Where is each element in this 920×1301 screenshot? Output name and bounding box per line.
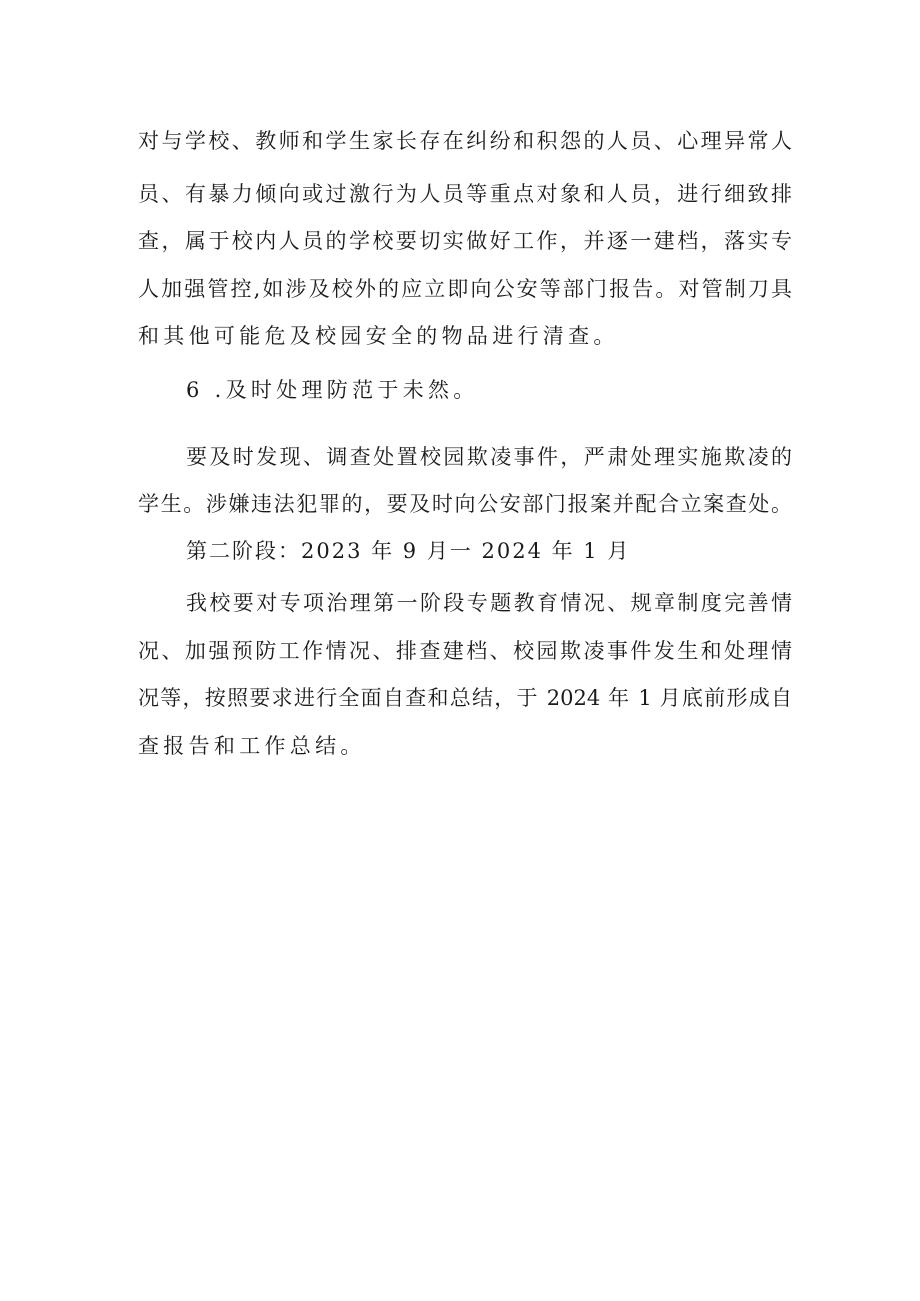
paragraph-line: 查，属于校内人员的学校要切实做好工作，并逐一建档，落实专 bbox=[138, 229, 792, 253]
paragraph-line: 员、有暴力倾向或过激行为人员等重点对象和人员，进行细致排 bbox=[138, 182, 792, 206]
paragraph-line: 对与学校、教师和学生家长存在纠纷和积怨的人员、心理异常人 bbox=[138, 129, 792, 153]
paragraph-line: 查报告和工作总结。 bbox=[138, 734, 366, 758]
paragraph-line: 况等，按照要求进行全面自查和总结，于 2024 年 1 月底前形成自 bbox=[138, 686, 792, 710]
paragraph-line: 人加强管控,如涉及校外的应立即向公安等部门报告。对管制刀具 bbox=[138, 277, 792, 301]
stage-heading: 第二阶段：2023 年 9 月一 2024 年 1 月 bbox=[186, 539, 631, 563]
paragraph-line: 况、加强预防工作情况、排查建档、校园欺凌事件发生和处理情 bbox=[138, 639, 792, 663]
paragraph-line: 我校要对专项治理第一阶段专题教育情况、规章制度完善情 bbox=[186, 591, 792, 615]
paragraph-line: 和其他可能危及校园安全的物品进行清查。 bbox=[138, 324, 619, 348]
paragraph-line: 学生。涉嫌违法犯罪的，要及时向公安部门报案并配合立案查处。 bbox=[138, 492, 792, 516]
paragraph-line: 要及时发现、调查处置校园欺凌事件，严肃处理实施欺凌的 bbox=[186, 445, 792, 469]
section-heading: 6 .及时处理防范于未然。 bbox=[186, 378, 479, 402]
